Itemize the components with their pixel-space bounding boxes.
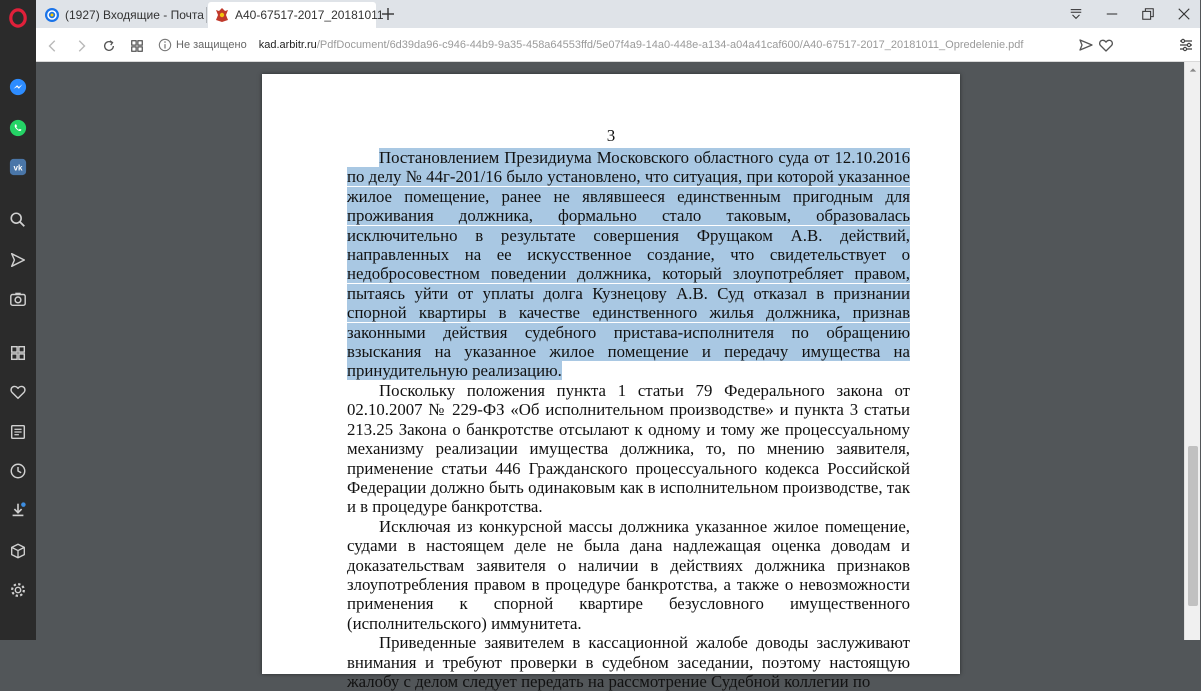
whatsapp-icon[interactable]	[0, 116, 36, 140]
tabs-grid-button[interactable]	[126, 35, 148, 57]
triangle-up-icon	[1189, 66, 1197, 74]
warning-info-icon[interactable]	[158, 38, 172, 52]
url-path: /PdfDocument/6d39da96-c946-44b9-9a35-458a64553ffd/5e07f4a9-14a0-448e-a134-a04a41caf600/A40-67517-2017_20181011_Opredelenie.pdf	[316, 39, 1024, 51]
opera-logo-icon[interactable]	[0, 6, 36, 30]
grid-icon	[130, 39, 144, 53]
cube-icon[interactable]	[0, 539, 36, 563]
tab-mail[interactable]	[38, 2, 206, 28]
tab-title: (1927) Входящие - Почта	[65, 8, 204, 22]
minimize-button[interactable]	[1096, 2, 1128, 26]
share-icon[interactable]	[1078, 37, 1094, 53]
document-body[interactable]	[347, 148, 910, 691]
paragraph[interactable]: Исключая из конкурсной массы должника указанное жилое помещение, судами в настоящем деле не была дана надлежащая оценка доводам и доказательствам заявителя о наличии в действиях должника признаков злоупотребления правом в процедуре банкротства, а также о невозможности применения к спорной квартире безусловного имущественного (исполнительского) иммунитета.	[347, 516, 910, 633]
selected-text[interactable]: Постановлением Президиума Московского областного суда от 12.10.2016 по делу № 44г-201/16 было установлено, что ситуация, при которой указанное жилое помещение, ранее не являвшееся единственным пригодным для проживания должника, формально стало таковым, образовалась исключительно в результате совершения Фрущаком А.В. действий, направленных на ее искусственное создание, что свидетельствует о недобросовестном поведении должника, который злоупотребляет правом, пытаясь уйти от уплаты долга Кузнецову А.В. Суд отказал в признании спорной квартиры в качестве единственного жилья должника, признав законными действия судебного пристава-исполнителя по обращению взыскания на указанное жилое помещение и передачу имущества на принудительную реализацию.	[347, 148, 910, 381]
svg-text:vk: vk	[13, 163, 23, 173]
search-icon[interactable]	[0, 208, 36, 232]
reload-button[interactable]	[98, 35, 120, 57]
new-tab-button[interactable]	[378, 4, 398, 24]
download-icon[interactable]	[0, 498, 36, 522]
messenger-icon[interactable]	[0, 75, 36, 99]
back-button[interactable]	[42, 35, 64, 57]
sliders-icon	[1178, 37, 1194, 53]
scroll-up-button[interactable]	[1185, 62, 1201, 78]
close-icon	[1177, 7, 1191, 21]
send-icon[interactable]	[0, 248, 36, 272]
paragraph[interactable]: Приведенные заявителем в кассационной жалобе доводы заслуживают внимания и требуют проверки в судебном заседании, поэтому настоящую жалобу с делом следует передать на рассмотрение Судебной коллегии по	[347, 633, 910, 691]
address-actions	[1078, 37, 1114, 53]
heart-icon[interactable]	[0, 380, 36, 404]
close-window-button[interactable]	[1168, 2, 1200, 26]
arrow-left-icon	[46, 39, 60, 53]
pdf-page[interactable]	[262, 74, 960, 691]
scroll-thumb[interactable]	[1188, 446, 1198, 606]
easy-setup-button[interactable]	[1176, 35, 1196, 55]
vertical-scrollbar[interactable]	[1184, 62, 1200, 640]
paragraph[interactable]: Поскольку положения пункта 1 статьи 79 Федерального закона от 02.10.2007 № 229-ФЗ «Об исполнительном производстве» и пункта 3 статьи 213.25 Закона о банкротстве отсылают к одному и тому же процессуальному механизму реализации имущества должника, то, по мнению заявителя, применение статьи 446 Гражданского процессуального кодекса Российской Федерации должно быть одинаковым как в исполнительном производстве, так и в процедуре банкротства.	[347, 380, 910, 517]
bookmark-heart-icon[interactable]	[1098, 37, 1114, 53]
vk-icon[interactable]	[0, 155, 36, 179]
plus-icon	[381, 7, 395, 21]
settings-icon[interactable]	[0, 578, 36, 602]
tab-separator	[206, 7, 207, 23]
restore-button[interactable]	[1132, 2, 1164, 26]
security-label: Не защищено	[176, 39, 247, 51]
minimize-icon	[1105, 7, 1119, 21]
restore-icon	[1141, 7, 1155, 21]
paragraph-selected[interactable]	[347, 148, 910, 381]
speed-dial-icon[interactable]	[0, 341, 36, 365]
arrow-right-icon	[74, 39, 88, 53]
news-icon[interactable]	[0, 420, 36, 444]
tab-strip	[36, 0, 1200, 28]
address-bar-row	[36, 28, 1200, 62]
history-icon[interactable]	[0, 459, 36, 483]
address-field[interactable]	[158, 33, 1158, 57]
reload-icon	[102, 39, 116, 53]
camera-icon[interactable]	[0, 287, 36, 311]
tab-pdf-document[interactable]	[208, 2, 384, 28]
arbitr-emblem-icon	[214, 7, 230, 23]
tab-title: А40-67517-2017_20181011	[235, 8, 384, 22]
mail-icon	[44, 7, 60, 23]
tab-menu-button[interactable]	[1060, 2, 1092, 26]
url-domain: kad.arbitr.ru	[258, 39, 317, 51]
page-number: 3	[606, 126, 616, 145]
tab-menu-icon	[1069, 7, 1083, 21]
forward-button[interactable]	[70, 35, 92, 57]
opera-sidebar	[0, 0, 36, 640]
pdf-viewer[interactable]	[36, 62, 1184, 691]
